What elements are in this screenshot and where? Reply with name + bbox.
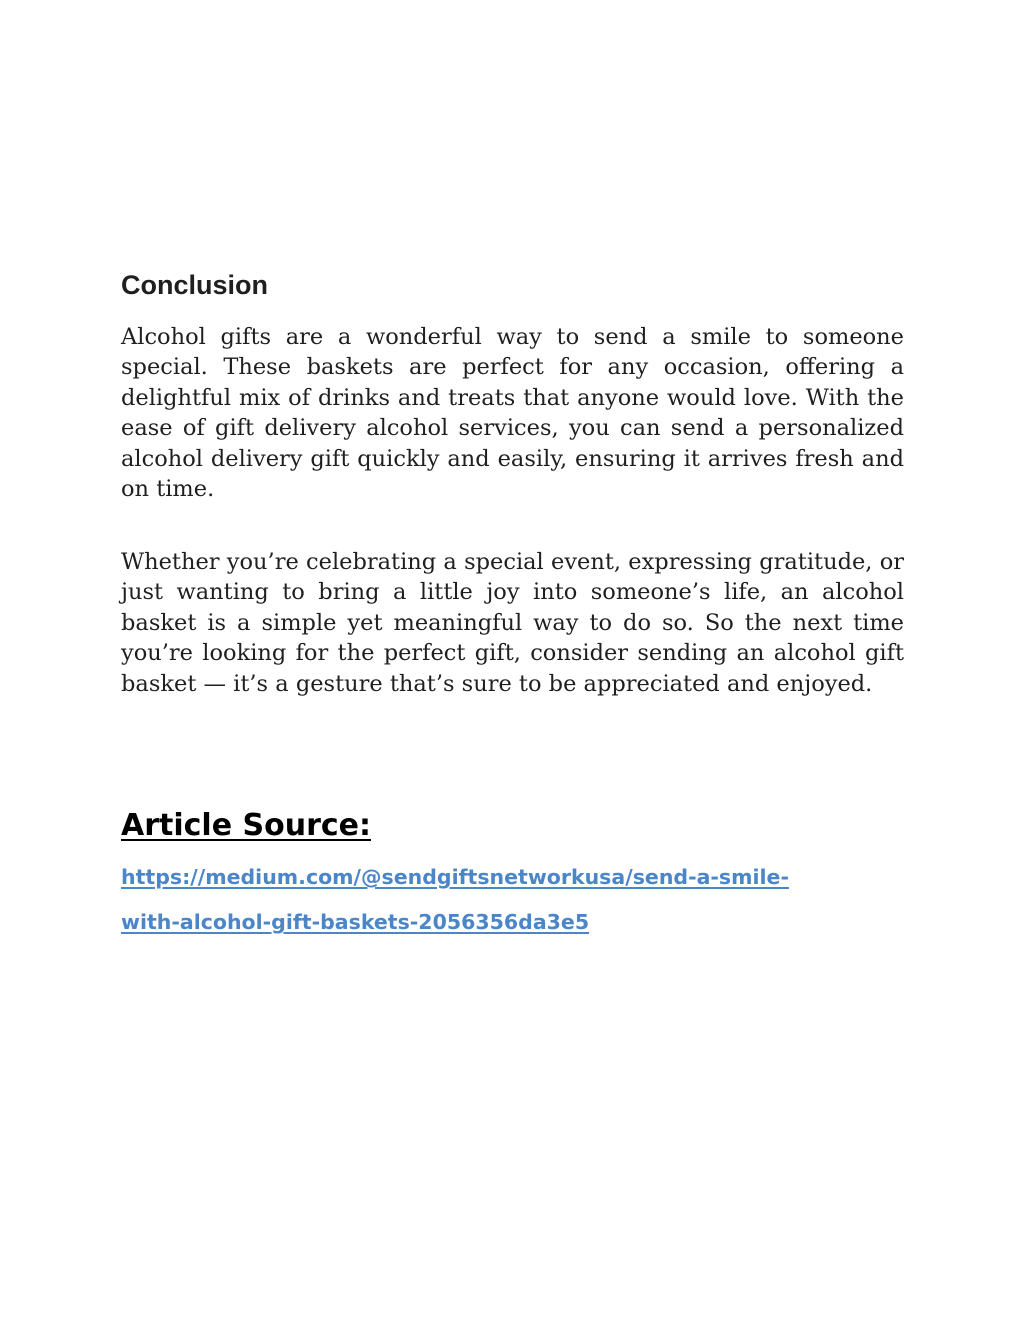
conclusion-paragraph-1: Alcohol gifts are a wonderful way to send a smile to someone special. These baskets are perfect for any occasion, offering a delightful mix of drinks and treats that anyone would love. With the ease of gift delivery alcohol services, you can send a personalized alcohol delivery gift quickly and easily, ensuring it arrives fresh and on time. xyxy=(121,324,904,503)
article-source-link[interactable] xyxy=(121,855,891,945)
article-source-link-line-1[interactable]: https://medium.com/@sendgiftsnetworkusa/send-a-smile- xyxy=(121,865,789,889)
conclusion-paragraph-2: Whether you’re celebrating a special event, expressing gratitude, or just wanting to bring a little joy into someone’s life, an alcohol basket is a simple yet meaningful way to do so. So the next time you’re looking for the perfect gift, consider sending an alcohol gift basket — it’s a gesture that’s sure to be appreciated and enjoyed. xyxy=(121,549,904,697)
article-source-link-line-2[interactable]: with-alcohol-gift-baskets-2056356da3e5 xyxy=(121,910,590,934)
conclusion-heading: Conclusion xyxy=(121,270,268,300)
article-source-heading: Article Source: xyxy=(121,808,371,843)
